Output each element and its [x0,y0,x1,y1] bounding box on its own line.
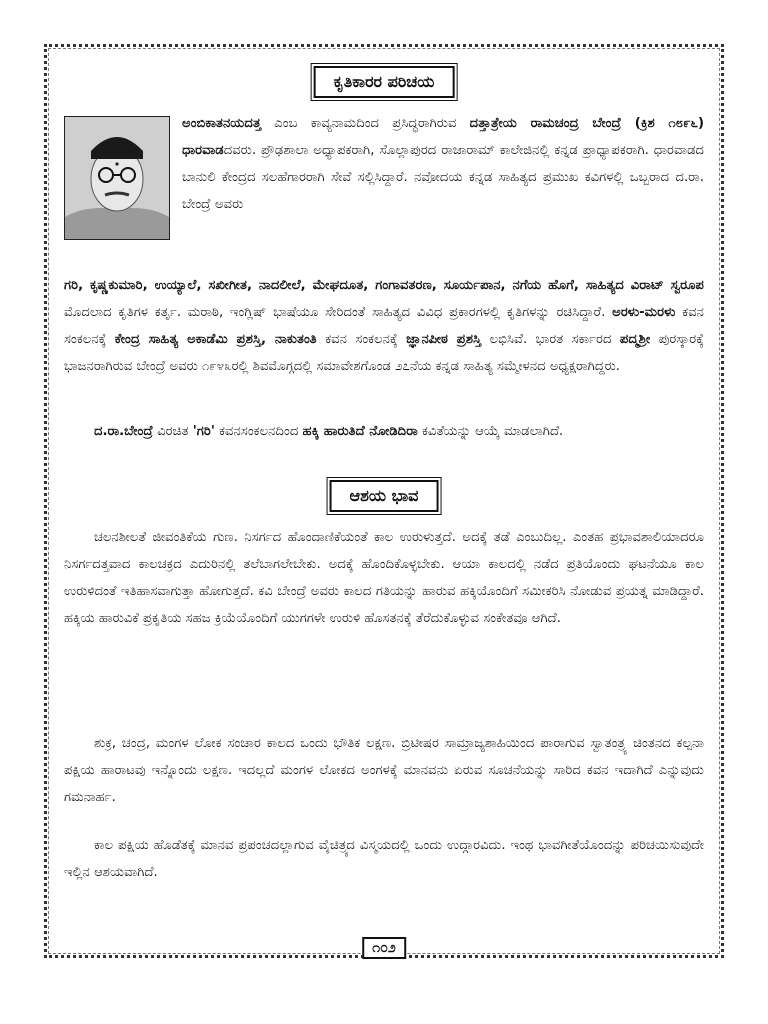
poem-selection-paragraph [64,418,704,445]
author-intro-paragraph [182,110,704,218]
author-portrait [64,116,170,240]
award-name: ಕೇಂದ್ರ ಸಾಹಿತ್ಯ ಅಕಾಡೆಮಿ ಪ್ರಶಸ್ತಿ, ನಾಕುತಂತಿ [114,332,317,347]
theme-paragraph-3: ಕಾಲ ಪಕ್ಷಿಯ ಹೊಡೆತಕ್ಕೆ ಮಾನವ ಪ್ರಪಂಚದಲ್ಲಾಗುವ ವೈಚಿತ್ರ್ಯದ ವಿಸ್ಮಯದಲ್ಲಿ ಒಂದು ಉದ್ಗಾರವಿದು. ಇಂಥ ಭಾವಗೀತೆಯೊಂದನ್ನು ಪರಿಚಯಿಸುವುದೇ ಇಲ್ಲಿನ ಆಶಯವಾಗಿದೆ. [64,838,704,880]
intro-text: ಕವನ ಸಂಕಲನಕ್ಕೆ [316,332,407,347]
intro-text: ಕವನ ಸಂಕಲನಕ್ಕೆ [64,305,704,347]
section-title-theme: ಆಶಯ ಭಾವ [330,480,439,512]
award-name: ಜ್ಞಾನಪೀಠ ಪ್ರಶಸ್ತಿ [406,332,482,347]
author-works-paragraph [64,272,704,380]
intro-text: ಕವನಸಂಕಲನದಿಂದ [214,424,303,439]
collection-name: 'ಗರಿ' [192,424,215,439]
theme-paragraph-1: ಚಲನಶೀಲತೆ ಜೀವಂತಿಕೆಯ ಗುಣ. ನಿಸರ್ಗದ ಹೊಂದಾಣಿಕೆಯಂತೆ ಕಾಲ ಉರುಳುತ್ತದೆ. ಅದಕ್ಕೆ ತಡೆ ಎಂಬುದಿಲ್ಲ. ಎಂತಹ ಪ್ರಭಾವಶಾಲಿಯಾದರೂ ನಿಸರ್ಗದತ್ತವಾದ ಕಾಲಚಕ್ರದ ಎದುರಿನಲ್ಲಿ ತಲೆಬಾಗಲೇಬೇಕು. ಅದಕ್ಕೆ ಹೊಂದಿಕೊಳ್ಳಬೇಕು. ಆಯಾ ಕಾಲದಲ್ಲಿ ನಡೆದ ಪ್ರತಿಯೊಂದು ಘಟನೆಯೂ ಕಾಲ ಉರುಳಿದಂತೆ ಇತಿಹಾಸವಾಗುತ್ತಾ ಹೋಗುತ್ತದೆ. ಕವಿ ಬೇಂದ್ರೆ ಅವರು ಕಾಲದ ಗತಿಯನ್ನು ಹಾರುವ ಹಕ್ಕಿಯೊಂದಿಗೆ ಸಮೀಕರಿಸಿ ನೋಡುವ ಪ್ರಯತ್ನ ಮಾಡಿದ್ದಾರೆ. ಹಕ್ಕಿಯ ಹಾರುವಿಕೆ ಪ್ರಕೃತಿಯ ಸಹಜ ಕ್ರಿಯೆಯೊಂದಿಗೆ ಯುಗಗಳೇ ಉರುಳಿ ಹೊಸತನಕ್ಕೆ ತೆರೆದುಕೊಳ್ಳುವ ಸಂಕೇತವೂ ಆಗಿದೆ. [64,530,704,626]
intro-text: ಪುರಸ್ಕಾರಕ್ಕೆ ಭಾಜನರಾಗಿರುವ ಬೇಂದ್ರೆ ಅವರು ೧೯೪೩ರಲ್ಲಿ ಶಿವಮೊಗ್ಗದಲ್ಲಿ ಸಮಾವೇಶಗೊಂಡ ೨೭ನೆಯ ಕನ್ನಡ ಸಾಹಿತ್ಯ ಸಮ್ಮೇಳನದ ಅಧ್ಯಕ್ಷರಾಗಿದ್ದರು. [64,332,704,374]
intro-text: ಮೊದಲಾದ ಕೃತಿಗಳ ಕರ್ತೃ. ಮರಾಠಿ, ಇಂಗ್ಲಿಷ್ ಭಾಷೆಯೂ ಸೇರಿದಂತೆ ಸಾಹಿತ್ಯದ ವಿವಿಧ ಪ್ರಕಾರಗಳಲ್ಲಿ ಕೃತಿಗಳನ್ನು ರಚಿಸಿದ್ದಾರೆ. [64,305,613,320]
work-title: ಅರಳು-ಮರಳು [612,305,676,320]
pen-name: ಅಂಬಿಕಾತನಯದತ್ತ [182,116,262,131]
section-title-author-intro: ಕೃತಿಕಾರರ ಪರಿಚಯ [314,66,455,98]
intro-text: ಎಂಬ ಕಾವ್ಯನಾಮದಿಂದ ಪ್ರಸಿದ್ಧರಾಗಿರುವ [261,116,470,131]
theme-paragraph-2: ಶುಕ್ರ, ಚಂದ್ರ, ಮಂಗಳ ಲೋಕ ಸಂಚಾರ ಕಾಲದ ಒಂದು ಭೌತಿಕ ಲಕ್ಷಣ. ಬ್ರಿಟೀಷರ ಸಾಮ್ರಾಜ್ಯಶಾಹಿಯಿಂದ ಪಾರಾಗುವ ಸ್ವಾತಂತ್ರ್ಯ ಚಿಂತನದ ಕಲ್ಪನಾ ಪಕ್ಷಿಯ ಹಾರಾಟವು ಇನ್ನೊಂದು ಲಕ್ಷಣ. ಇದಲ್ಲದೆ ಮಂಗಳ ಲೋಕದ ಅಂಗಳಕ್ಕೆ ಮಾನವನು ಏರುವ ಸೂಚನೆಯನ್ನು ಸಾರಿದ ಕವನ ಇದಾಗಿದೆ ಎನ್ನುವುದು ಗಮನಾರ್ಹ. [64,736,704,805]
page-number: ೧೦೨ [362,937,406,959]
intro-text: ವಿರಚಿತ [152,424,193,439]
author-short-name: ದ.ರಾ.ಬೇಂದ್ರೆ [94,424,153,439]
intro-text: ಕವಿತೆಯನ್ನು ಆಯ್ಕೆ ಮಾಡಲಾಗಿದೆ. [417,424,564,439]
poem-title: ಹಕ್ಕಿ ಹಾರುತಿದೆ ನೋಡಿದಿರಾ [302,424,418,439]
intro-text: ದವರು. ಪ್ರೌಢಶಾಲಾ ಅಧ್ಯಾಪಕರಾಗಿ, ಸೊಲ್ಲಾಪುರದ ರಾಜಾರಾಮ್ ಕಾಲೇಜಿನಲ್ಲಿ ಕನ್ನಡ ಪ್ರಾಧ್ಯಾಪಕರಾಗಿ. ಧಾರವಾಡದ ಬಾನುಲಿ ಕೇಂದ್ರದ ಸಲಹೆಗಾರರಾಗಿ ಸೇವೆ ಸಲ್ಲಿಸಿದ್ದಾರೆ. ನವೋದಯ ಕನ್ನಡ ಸಾಹಿತ್ಯದ ಪ್ರಮುಖ ಕವಿಗಳಲ್ಲಿ ಒಬ್ಬರಾದ ದ.ರಾ. ಬೇಂದ್ರೆ ಅವರು [182,143,704,212]
works-list: ಗರಿ, ಕೃಷ್ಣಕುಮಾರಿ, ಉಯ್ಯಾಲೆ, ಸಖೀಗೀತ, ನಾದಲೀಲೆ, ಮೇಘದೂತ, ಗಂಗಾವತರಣ, ಸೂರ್ಯಪಾನ, ನಗೆಯ ಹೊಗೆ, ಸಾಹಿತ್ಯದ ವಿರಾಟ್ ಸ್ವರೂಪ [64,278,704,293]
award-name: ಪದ್ಮಶ್ರೀ [619,332,651,347]
portrait-image [65,117,169,239]
intro-text: ಲಭಿಸಿವೆ. ಭಾರತ ಸರ್ಕಾರದ [481,332,620,347]
author-name: ದತ್ತಾತ್ರೇಯ ರಾಮಚಂದ್ರ ಬೇಂದ್ರೆ (ಕ್ರಿಶ ೧೮೯೬) ಧಾರವಾಡ [182,116,704,158]
